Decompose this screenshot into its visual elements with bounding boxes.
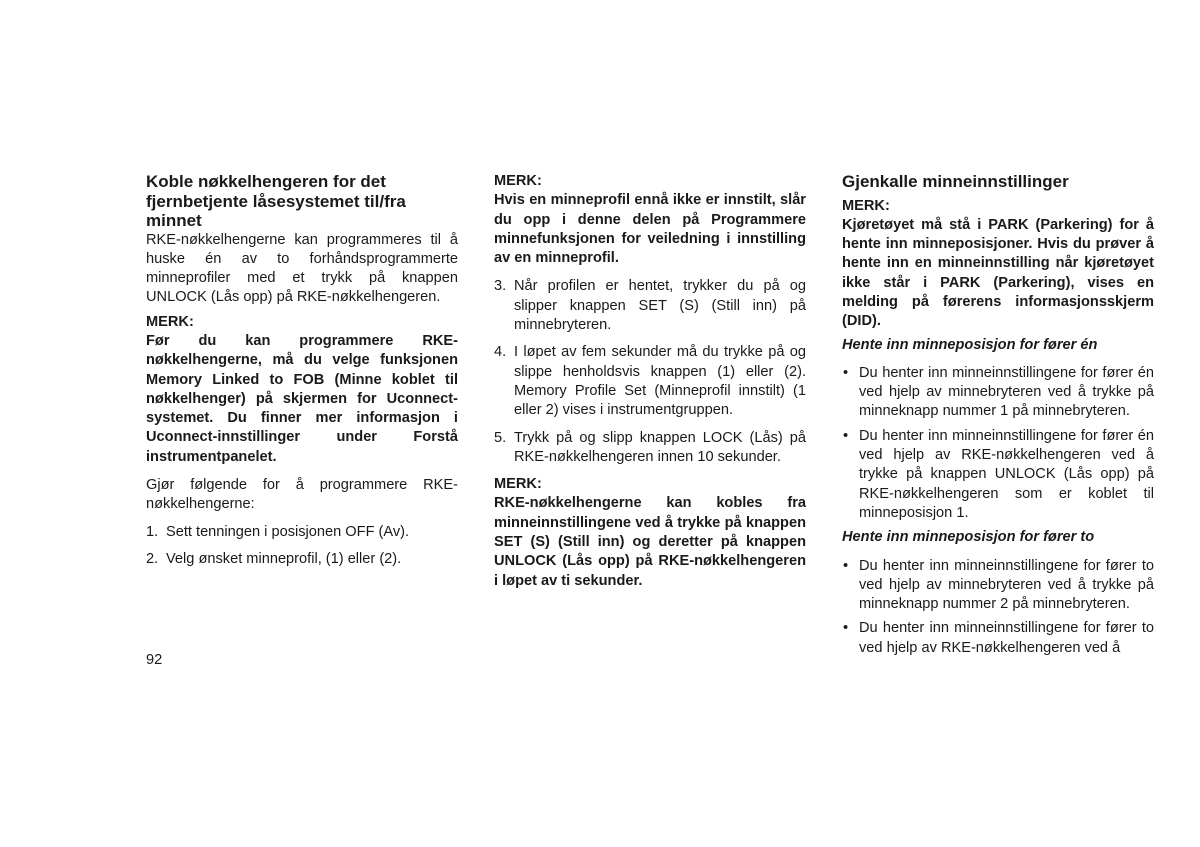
list-item xyxy=(146,550,458,569)
note-label: MERK: xyxy=(146,313,194,330)
step-text: Når profilen er hentet, trykker du på og slipper knappen SET (S) (Still inn) på minnebryteren. xyxy=(514,278,806,334)
list-item xyxy=(842,364,1154,422)
list-item xyxy=(494,429,806,468)
list-item xyxy=(494,343,806,420)
note-label: MERK: xyxy=(494,476,542,493)
step-text: I løpet av fem sekunder må du trykke på og slippe henholdsvis knappen (1) eller (2). Memory Profile Set (Minneprofil innstilt) (1 eller 2) vises i instrumentgruppen. xyxy=(514,344,806,419)
step-text: Sett tenningen i posisjonen OFF (Av). xyxy=(166,523,410,540)
list-item xyxy=(842,557,1154,615)
step-text: Trykk på og slipp knappen LOCK (Lås) på RKE-nøkkelhengeren innen 10 sekunder. xyxy=(514,429,806,465)
list-item xyxy=(146,523,458,542)
note-text: Kjøretøyet må stå i PARK (Parkering) for å hente inn minneposisjoner. Hvis du prøver å hente inn en minneinnstilling når kjøretøyet ikke står i PARK (Parkering), vises en melding på førerens informasjonsskjerm (DID). xyxy=(842,216,1154,330)
step-number: 2. xyxy=(146,550,159,567)
column-left xyxy=(146,172,458,569)
note-text: Hvis en minneprofil ennå ikke er innstilt, slår du opp i denne delen på Programmere minnefunksjonen for veiledning i innstilling av en minneprofil. xyxy=(494,192,806,267)
note-label: MERK: xyxy=(494,173,542,189)
column-right xyxy=(842,172,1154,658)
bullet-icon: • xyxy=(843,427,849,444)
section-heading: Koble nøkkelhengeren for det fjernbetjente låsesystemet til/fra minnet xyxy=(146,172,406,230)
step-number: 1. xyxy=(146,523,159,540)
intro-paragraph: RKE-nøkkelhengerne kan programmeres til å huske én av to forhåndsprogrammerte minneprofiler med et trykk på knappen UNLOCK (Lås opp) på RKE-nøkkelhengeren. xyxy=(146,231,458,306)
bullet-icon: • xyxy=(843,364,849,381)
step-text: Velg ønsket minneprofil, (1) eller (2). xyxy=(166,550,402,567)
bullet-text: Du henter inn minneinnstillingene for fører én ved hjelp av RKE-nøkkelhengeren ved å trykke på knappen UNLOCK (Lås opp) på RKE-nøkkelhengeren som er koblet til minneposisjon 1. xyxy=(859,427,1154,521)
note-text: Før du kan programmere RKE-nøkkelhengerne, må du velge funksjonen Memory Linked to FOB (Minne koblet til nøkkelhenger) på skjermen for Uconnect-systemet. Du finner mer informasjon i Uconnect-innstillinger under Forstå instrumentpanelet. xyxy=(146,332,458,465)
step-number: 3. xyxy=(494,278,507,295)
steps-intro: Gjør følgende for å programmere RKE-nøkkelhengerne: xyxy=(146,477,458,513)
note-text: RKE-nøkkelhengerne kan kobles fra minneinnstillingene ved å trykke på knappen SET (S) (Still inn) og deretter på knappen UNLOCK (Lås opp) på RKE-nøkkelhengeren i løpet av ti sekunder. xyxy=(494,495,806,589)
section-heading: Gjenkalle minneinnstillinger xyxy=(842,172,1069,191)
bullet-text: Du henter inn minneinnstillingene for fører to ved hjelp av minnebryteren ved å trykke på minneknapp nummer 2 på minnebryteren. xyxy=(859,557,1154,613)
list-item xyxy=(842,619,1154,658)
bullet-text: Du henter inn minneinnstillingene for fører én ved hjelp av minnebryteren ved å trykke på minneknapp nummer 1 på minnebryteren. xyxy=(859,364,1154,420)
note-label: MERK: xyxy=(842,197,890,214)
column-middle xyxy=(494,172,806,591)
subheading: Hente inn minneposisjon for fører to xyxy=(842,529,1095,546)
page-number: 92 xyxy=(146,652,163,668)
list-item xyxy=(842,427,1154,523)
bullet-text: Du henter inn minneinnstillingene for fører to ved hjelp av RKE-nøkkelhengeren ved å xyxy=(859,620,1154,656)
bullet-icon: • xyxy=(843,620,849,637)
step-number: 5. xyxy=(494,429,507,446)
step-number: 4. xyxy=(494,344,507,361)
list-item xyxy=(494,277,806,335)
bullet-icon: • xyxy=(843,557,849,574)
subheading: Hente inn minneposisjon for fører én xyxy=(842,336,1098,353)
